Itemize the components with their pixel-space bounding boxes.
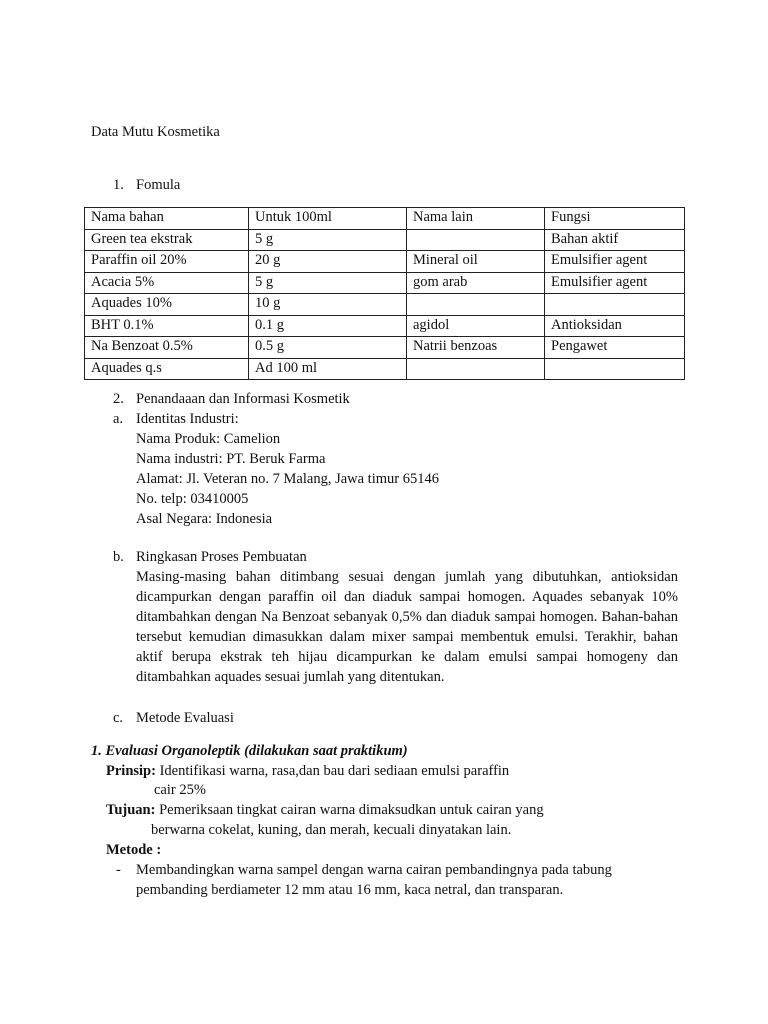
subsection-b-letter: b. [113, 549, 124, 565]
subsection-c-letter: c. [113, 710, 124, 726]
section-1-number: 1. [113, 177, 124, 193]
prinsip-text-continued: cair 25% [154, 782, 206, 798]
prinsip-text: Identifikasi warna, rasa,dan bau dari sediaan emulsi paraffin [159, 763, 510, 779]
table-cell: 0.1 g [249, 315, 407, 337]
table-row [85, 272, 685, 294]
table-cell: 10 g [249, 294, 407, 316]
table-cell [407, 229, 545, 251]
table-cell: Antioksidan [545, 315, 685, 337]
table-cell: 0.5 g [249, 337, 407, 359]
section-2-number: 2. [113, 391, 124, 407]
identitas-industry-name: Nama industri: PT. Beruk Farma [136, 451, 326, 467]
table-cell: Pengawet [545, 337, 685, 359]
prinsip-label: Prinsip: [106, 763, 156, 779]
formula-table [84, 207, 685, 380]
identitas-label: Identitas Industri: [136, 411, 239, 427]
table-cell [407, 294, 545, 316]
table-cell: Ad 100 ml [249, 358, 407, 380]
table-cell: gom arab [407, 272, 545, 294]
table-cell: Aquades 10% [85, 294, 249, 316]
prinsip-line [106, 761, 509, 781]
metode-text: Membandingkan warna sampel dengan warna cairan pembandingnya pada tabung [136, 862, 612, 878]
tujuan-text: Pemeriksaan tingkat cairan warna dimaksudkan untuk cairan yang [159, 802, 544, 818]
table-row [85, 294, 685, 316]
ringkasan-paragraph: Masing-masing bahan ditimbang sesuai dengan jumlah yang dibutuhkan, antioksidan dicampurkan dengan paraffin oil dan diaduk sampai homogen. Aquades sebanyak 10% ditambahkan dengan Na Benzoat sebanyak 0,5% dan diaduk sampai homogen. Bahan-bahan tersebut kemudian dimasukkan dalam mixer sampai membentuk emulsi. Terakhir, bahan aktif berupa ekstrak teh hijau dicampurkan ke dalam emulsi sampai homogeny dan ditambahkan aquades sesuai jumlah yang ditentukan. [136, 569, 678, 685]
table-cell [545, 358, 685, 380]
header-cell: Untuk 100ml [249, 208, 407, 230]
section-2-label: Penandaaan dan Informasi Kosmetik [136, 391, 350, 407]
identitas-product-name: Nama Produk: Camelion [136, 431, 281, 447]
table-cell: agidol [407, 315, 545, 337]
table-cell: Mineral oil [407, 251, 545, 273]
metode-evaluasi-label: Metode Evaluasi [136, 710, 234, 726]
table-row [85, 315, 685, 337]
tujuan-label: Tujuan: [106, 802, 156, 818]
table-cell: Bahan aktif [545, 229, 685, 251]
table-cell: Paraffin oil 20% [85, 251, 249, 273]
table-header-row [85, 208, 685, 230]
metode-text-continued: pembanding berdiameter 12 mm atau 16 mm, kaca netral, dan transparan. [136, 882, 564, 898]
tujuan-line [106, 800, 544, 820]
section-1-label: Fomula [136, 177, 181, 193]
table-cell: Aquades q.s [85, 358, 249, 380]
evaluasi-organoleptik-title: 1. Evaluasi Organoleptik (dilakukan saat praktikum) [91, 743, 408, 759]
table-cell: BHT 0.1% [85, 315, 249, 337]
ringkasan-label: Ringkasan Proses Pembuatan [136, 549, 307, 565]
table-cell: Green tea ekstrak [85, 229, 249, 251]
table-row [85, 251, 685, 273]
table-row [85, 229, 685, 251]
identitas-phone: No. telp: 03410005 [136, 491, 249, 507]
table-cell: Emulsifier agent [545, 272, 685, 294]
header-cell: Fungsi [545, 208, 685, 230]
table-cell: 5 g [249, 229, 407, 251]
table-cell: Natrii benzoas [407, 337, 545, 359]
table-cell [545, 294, 685, 316]
document-title: Data Mutu Kosmetika [91, 124, 220, 140]
table-cell: 20 g [249, 251, 407, 273]
tujuan-text-continued: berwarna cokelat, kuning, dan merah, kecuali dinyatakan lain. [151, 822, 512, 838]
table-cell [407, 358, 545, 380]
table-cell: Na Benzoat 0.5% [85, 337, 249, 359]
table-cell: 5 g [249, 272, 407, 294]
table-row [85, 358, 685, 380]
table-cell: Emulsifier agent [545, 251, 685, 273]
table-cell: Acacia 5% [85, 272, 249, 294]
metode-label: Metode : [106, 842, 162, 858]
metode-bullet: - [116, 862, 121, 878]
subsection-a-letter: a. [113, 411, 124, 427]
identitas-country: Asal Negara: Indonesia [136, 511, 273, 527]
identitas-address: Alamat: Jl. Veteran no. 7 Malang, Jawa timur 65146 [136, 471, 439, 487]
header-cell: Nama bahan [85, 208, 249, 230]
table-row [85, 337, 685, 359]
header-cell: Nama lain [407, 208, 545, 230]
